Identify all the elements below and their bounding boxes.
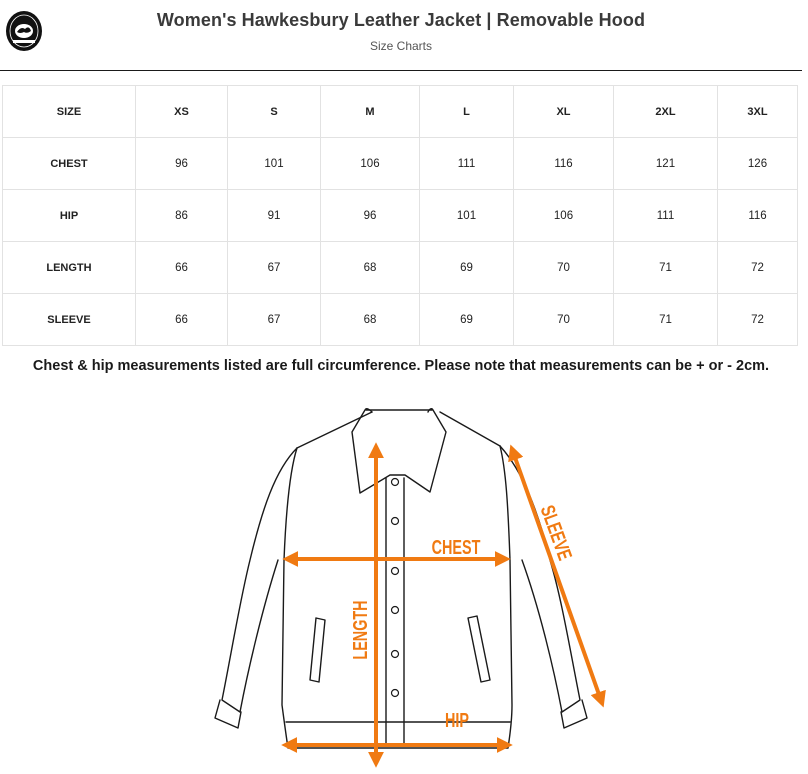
jacket-outline: [215, 409, 587, 748]
column-header: 2XL: [614, 86, 718, 138]
table-cell: 111: [420, 138, 514, 190]
table-cell: 101: [228, 138, 321, 190]
row-label: HIP: [3, 190, 136, 242]
page-header: [0, 0, 802, 71]
sleeve-label: SLEEVE: [535, 502, 577, 564]
table-cell: 71: [614, 294, 718, 346]
table-cell: 96: [136, 138, 228, 190]
table-cell: 70: [514, 242, 614, 294]
chest-label: CHEST: [431, 535, 481, 559]
table-cell: 106: [514, 190, 614, 242]
table-cell: 72: [718, 242, 798, 294]
table-cell: 72: [718, 294, 798, 346]
table-cell: 67: [228, 242, 321, 294]
column-header: L: [420, 86, 514, 138]
table-row: [3, 138, 798, 190]
measurement-arrows: [286, 447, 602, 763]
table-cell: 111: [614, 190, 718, 242]
table-cell: 86: [136, 190, 228, 242]
row-label: LENGTH: [3, 242, 136, 294]
column-header: 3XL: [718, 86, 798, 138]
table-cell: 96: [321, 190, 420, 242]
table-cell: 116: [514, 138, 614, 190]
jacket-buttons: [392, 479, 399, 697]
page-title: Women's Hawkesbury Leather Jacket | Removable Hood: [156, 10, 646, 30]
table-row: [3, 190, 798, 242]
jacket-measurement-diagram: [195, 392, 615, 769]
table-header-row: [3, 86, 798, 138]
column-header: SIZE: [3, 86, 136, 138]
column-header: S: [228, 86, 321, 138]
table-cell: 66: [136, 294, 228, 346]
table-cell: 121: [614, 138, 718, 190]
column-header: XL: [514, 86, 614, 138]
measurement-note: Chest & hip measurements listed are full circumference. Please note that measurements can be + or - 2cm.: [32, 358, 770, 374]
sleeve-arrow: [512, 449, 602, 703]
table-cell: 68: [321, 242, 420, 294]
table-cell: 66: [136, 242, 228, 294]
table-cell: 101: [420, 190, 514, 242]
hip-label: HIP: [445, 708, 469, 732]
jacket-illustration: [195, 392, 615, 769]
table-cell: 68: [321, 294, 420, 346]
table-cell: 71: [614, 242, 718, 294]
column-header: XS: [136, 86, 228, 138]
table-cell: 126: [718, 138, 798, 190]
length-label: LENGTH: [348, 600, 372, 660]
table-row: [3, 242, 798, 294]
page-subtitle: Size Charts: [369, 39, 433, 53]
column-header: M: [321, 86, 420, 138]
table-row: [3, 294, 798, 346]
table-cell: 106: [321, 138, 420, 190]
row-label: CHEST: [3, 138, 136, 190]
table-cell: 116: [718, 190, 798, 242]
size-chart-table: [2, 85, 798, 346]
table-cell: 91: [228, 190, 321, 242]
table-cell: 70: [514, 294, 614, 346]
table-cell: 69: [420, 294, 514, 346]
row-label: SLEEVE: [3, 294, 136, 346]
table-cell: 69: [420, 242, 514, 294]
table-cell: 67: [228, 294, 321, 346]
